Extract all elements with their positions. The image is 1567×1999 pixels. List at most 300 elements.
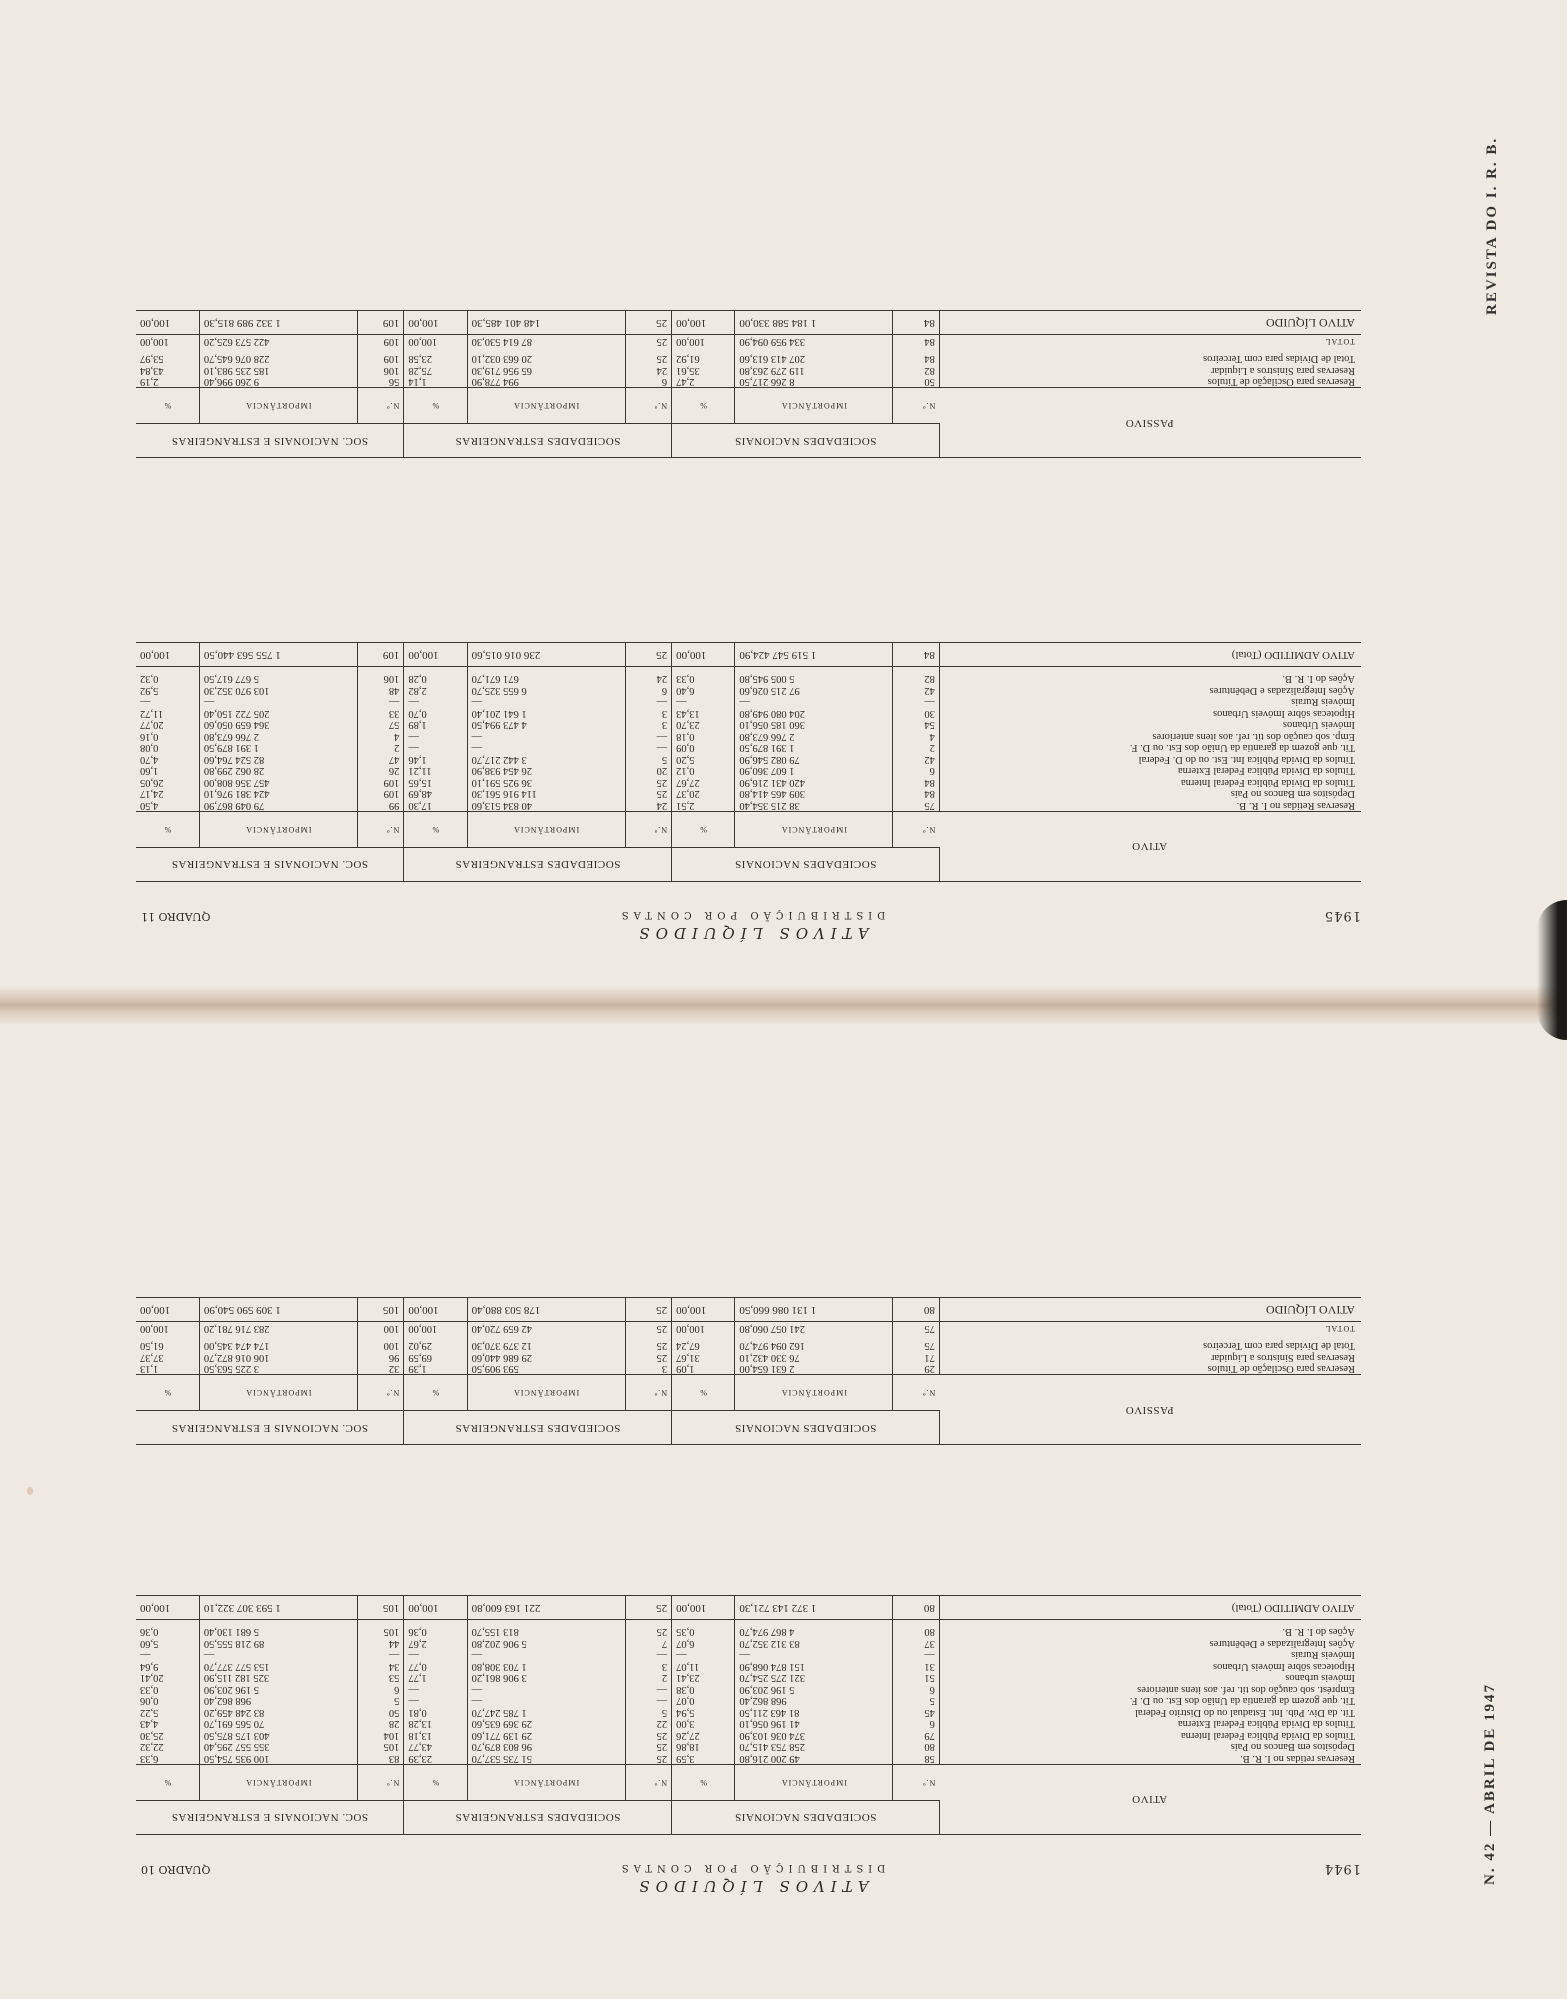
cell: 9 260 996,40 (199, 376, 357, 388)
cell: 96 803 879,70 (467, 1741, 625, 1753)
cell: — (625, 1695, 671, 1707)
cell: — (357, 696, 403, 708)
q11-title: ATIVOS LÍQUIDOS (633, 924, 869, 942)
col-pct: % (404, 388, 467, 424)
cell: 2 631 654,00 (735, 1363, 893, 1375)
col-importancia: IMPORTÂNCIA (735, 388, 893, 424)
cell: — (404, 742, 467, 754)
cell: 3 (625, 1661, 671, 1673)
q10-title: ATIVOS LÍQUIDOS (633, 1877, 869, 1895)
q10-ativo-total-row (136, 1596, 1361, 1620)
table-row (136, 742, 1361, 754)
q11-col-estrangeiras: SOCIEDADES ESTRANGEIRAS (404, 424, 672, 458)
row-label: Reservas para Oscilação de Títulos (1207, 376, 1355, 388)
cell: 424 381 976,10 (199, 788, 357, 800)
cell: 1 593 307 322,10 (199, 1596, 357, 1620)
cell: 2,19 (136, 376, 199, 388)
cell: 185 235 983,10 (199, 365, 357, 377)
row-label: Títulos da Dívida Pública Int. Est. ou do D. Federal (1138, 754, 1355, 765)
table-row (136, 1707, 1361, 1719)
cell: 28 (357, 1718, 403, 1730)
q10-quadro-label: QUADRO 10 (141, 1863, 211, 1876)
cell: — (672, 696, 735, 708)
cell: 37,37 (136, 1352, 199, 1364)
cell: — (735, 696, 893, 708)
cell: 25 (625, 1741, 671, 1753)
cell: 80 (893, 1596, 939, 1620)
cell: 24 (625, 800, 671, 812)
table-row (136, 1340, 1361, 1352)
cell: 0,06 (136, 1695, 199, 1707)
cell: 0,12 (672, 765, 735, 777)
cell: — (467, 1684, 625, 1696)
cell: 457 356 808,00 (199, 777, 357, 789)
cell: 25 (625, 777, 671, 789)
cell: 6 (893, 1718, 939, 1730)
q11-quadro-label: QUADRO 11 (141, 910, 211, 923)
cell: 1 519 547 424,90 (735, 643, 893, 667)
cell: 1 309 590 540,90 (199, 1298, 357, 1322)
cell: 82 (893, 673, 939, 685)
cell: 1,89 (404, 719, 467, 731)
cell: 4 (357, 731, 403, 743)
cell: 104 (357, 1730, 403, 1742)
row-label: Tít. da Dív. Púb. Int. Estadual ou do Distrito Federal (1134, 1707, 1355, 1718)
cell: 45 (893, 1707, 939, 1719)
col-importancia: IMPORTÂNCIA (467, 1765, 625, 1801)
cell: 42 (893, 754, 939, 766)
cell: 100 (357, 1340, 403, 1352)
cell: 25 (625, 1352, 671, 1364)
cell: 76 330 432,10 (735, 1352, 893, 1364)
cell: 57 (357, 719, 403, 731)
cell: 31 (893, 1661, 939, 1673)
col-importancia: IMPORTÂNCIA (735, 1765, 893, 1801)
table-row (136, 731, 1361, 743)
cell: — (199, 1649, 357, 1661)
cell: 20 663 032,10 (467, 353, 625, 365)
cell: — (467, 1649, 625, 1661)
cell: 100,00 (136, 335, 199, 347)
cell: 56 (357, 376, 403, 388)
cell: — (467, 731, 625, 743)
cell: 119 279 263,80 (735, 365, 893, 377)
cell: 15,65 (404, 777, 467, 789)
cell: 80 (893, 1741, 939, 1753)
total-label: ATIVO ADMITIDO (Total) (939, 643, 1361, 667)
cell: 2 (357, 742, 403, 754)
cell: 3 225 563,50 (199, 1363, 357, 1375)
cell: — (404, 1695, 467, 1707)
cell: 1,14 (404, 376, 467, 388)
col-n: N.º (893, 1375, 939, 1411)
table-row (136, 1649, 1361, 1661)
cell: 100,00 (404, 643, 467, 667)
q10-col-estrangeiras: SOCIEDADES ESTRANGEIRAS (404, 1801, 672, 1835)
cell: 106 (357, 673, 403, 685)
cell: 48,69 (404, 788, 467, 800)
cell: 968 862,40 (735, 1695, 893, 1707)
cell: 29 369 635,60 (467, 1718, 625, 1730)
q10-col-estrangeiras: SOCIEDADES ESTRANGEIRAS (404, 1411, 672, 1445)
cell: 3 906 861,20 (467, 1672, 625, 1684)
cell: 241 057 060,80 (735, 1322, 893, 1334)
cell: — (136, 1649, 199, 1661)
cell: 221 163 600,80 (467, 1596, 625, 1620)
cell: 84 (893, 311, 939, 335)
quadro-10 (136, 1065, 1361, 1895)
cell: 20 (625, 765, 671, 777)
cell: 100 (357, 1322, 403, 1334)
cell: 205 722 150,40 (199, 708, 357, 720)
cell: 1 785 247,70 (467, 1707, 625, 1719)
cell: — (136, 696, 199, 708)
q11-passivo-header: PASSIVO (939, 388, 1361, 458)
cell: 0,70 (404, 708, 467, 720)
cell: 5,60 (136, 1638, 199, 1650)
cell: 2,82 (404, 685, 467, 697)
col-importancia: IMPORTÂNCIA (735, 812, 893, 848)
row-label: Total de Dívidas para com Terceiros (1203, 1340, 1355, 1352)
total-label: ATIVO ADMITIDO (Total) (939, 1596, 1361, 1620)
cell: 153 577 377,70 (199, 1661, 357, 1673)
cell: 13,28 (404, 1718, 467, 1730)
col-pct: % (404, 1765, 467, 1801)
table-row (136, 1672, 1361, 1684)
cell: 1,46 (404, 754, 467, 766)
cell: 100,00 (404, 1596, 467, 1620)
row-label: Hipotecas sôbre Imóveis Urbanos (1212, 1661, 1355, 1672)
cell: 43,84 (136, 365, 199, 377)
cell: 25 (625, 1298, 671, 1322)
cell: 106 016 872,70 (199, 1352, 357, 1364)
cell: 6 (625, 685, 671, 697)
cell: 1 391 879,50 (199, 742, 357, 754)
cell: 5 (357, 1695, 403, 1707)
cell: 1 184 588 330,00 (735, 311, 893, 335)
col-n: N.º (357, 388, 403, 424)
row-label: Reservas para Sinistros a Liquidar (1210, 365, 1355, 376)
cell: 22 (625, 1718, 671, 1730)
cell: 5 906 202,80 (467, 1638, 625, 1650)
table-row (136, 1753, 1361, 1765)
cell: 0,36 (404, 1626, 467, 1638)
cell: 1,60 (136, 765, 199, 777)
cell: 79 (893, 1730, 939, 1742)
page-edge-shadow (1537, 900, 1567, 1040)
col-importancia: IMPORTÂNCIA (199, 1765, 357, 1801)
cell: 61,92 (672, 353, 735, 365)
q10-passivo-total-row (136, 1298, 1361, 1322)
margin-journal-title: REVISTA DO I. R. B. (1484, 136, 1500, 315)
cell: 84 (893, 643, 939, 667)
cell: 50 (357, 1707, 403, 1719)
cell: 100,00 (136, 1596, 199, 1620)
cell: 0,81 (404, 1707, 467, 1719)
cell: 25 (625, 1322, 671, 1334)
cell: 13,18 (404, 1730, 467, 1742)
cell: 71 (893, 1352, 939, 1364)
cell: 65 956 719,30 (467, 365, 625, 377)
cell: 25 (625, 335, 671, 347)
cell: 36 925 591,10 (467, 777, 625, 789)
cell: — (625, 696, 671, 708)
cell: 0,16 (136, 731, 199, 743)
cell: 24,17 (136, 788, 199, 800)
table-row (136, 1352, 1361, 1364)
cell: 84 (893, 335, 939, 347)
q11-col-ambas: SOC. NACIONAIS E ESTRANGEIRAS (136, 848, 404, 882)
row-label: Depósitos em Bancos no País (1230, 1741, 1355, 1753)
row-label: Ações Integralizadas e Debêntures (1209, 685, 1355, 696)
cell: 29,02 (404, 1340, 467, 1352)
cell: 22,32 (136, 1741, 199, 1753)
cell: 20,77 (136, 719, 199, 731)
cell: 109 (357, 311, 403, 335)
cell: 5,22 (136, 1707, 199, 1719)
col-importancia: IMPORTÂNCIA (467, 812, 625, 848)
cell: 6,07 (672, 1638, 735, 1650)
col-importancia: IMPORTÂNCIA (199, 388, 357, 424)
q10-subtitle: DISTRIBUIÇÃO POR CONTAS (616, 1862, 886, 1873)
cell: 13,43 (672, 708, 735, 720)
cell: 58 (893, 1753, 939, 1765)
cell: — (467, 1695, 625, 1707)
table-row (136, 1638, 1361, 1650)
cell: — (735, 1649, 893, 1661)
cell: 5 (893, 1695, 939, 1707)
cell: 0,08 (136, 742, 199, 754)
cell: 100,00 (404, 335, 467, 347)
cell: 0,28 (404, 673, 467, 685)
row-label: Total de Dívidas para com Terceiros (1203, 353, 1355, 365)
cell: 83 (357, 1753, 403, 1765)
cell: 4,50 (136, 800, 199, 812)
q10-col-ambas: SOC. NACIONAIS E ESTRANGEIRAS (136, 1411, 404, 1445)
margin-issue-date: N. 42 — ABRIL DE 1947 (1482, 1682, 1498, 1885)
cell: 23,41 (672, 1672, 735, 1684)
table-row (136, 800, 1361, 812)
cell: 403 175 875,50 (199, 1730, 357, 1742)
cell: 26 (357, 765, 403, 777)
cell: 100,00 (136, 643, 199, 667)
table-row (136, 777, 1361, 789)
cell: 283 716 781,20 (199, 1322, 357, 1334)
col-n: N.º (357, 1765, 403, 1801)
cell: 25 (625, 1626, 671, 1638)
col-pct: % (672, 388, 735, 424)
cell: 593 909,50 (467, 1363, 625, 1375)
q11-col-nacionais: SOCIEDADES NACIONAIS (672, 424, 940, 458)
cell: 83 312 352,70 (735, 1638, 893, 1650)
cell: 89 218 555,50 (199, 1638, 357, 1650)
q10-passivo-header: PASSIVO (939, 1375, 1361, 1445)
cell: 3 (625, 1363, 671, 1375)
cell: 84 (893, 788, 939, 800)
cell: 207 413 613,60 (735, 353, 893, 365)
cell: — (404, 731, 467, 743)
col-n: N.º (893, 1765, 939, 1801)
cell: 204 080 949,80 (735, 708, 893, 720)
row-label: Ações Integralizadas e Debêntures (1209, 1638, 1355, 1649)
cell: 420 431 216,90 (735, 777, 893, 789)
row-label: Depósitos em Bancos no País (1230, 788, 1355, 800)
col-n: N.º (625, 1375, 671, 1411)
table-row (136, 365, 1361, 377)
cell: — (893, 1649, 939, 1661)
cell: 0,35 (672, 1626, 735, 1638)
cell: 325 182 115,90 (199, 1672, 357, 1684)
cell: 53 (357, 1672, 403, 1684)
cell: 7 (625, 1638, 671, 1650)
cell: 23,58 (404, 353, 467, 365)
cell: 0,32 (136, 673, 199, 685)
cell: 0,33 (136, 1684, 199, 1696)
cell: 5 196 203,90 (199, 1684, 357, 1696)
cell: 48 (357, 685, 403, 697)
cell: 40 834 513,60 (467, 800, 625, 812)
col-n: N.º (625, 1765, 671, 1801)
cell: 1 607 360,90 (735, 765, 893, 777)
cell: 162 094 974,70 (735, 1340, 893, 1352)
cell: 26 454 938,90 (467, 765, 625, 777)
cell: 51 (893, 1672, 939, 1684)
col-pct: % (404, 812, 467, 848)
col-importancia: IMPORTÂNCIA (467, 388, 625, 424)
cell: — (404, 696, 467, 708)
cell: 9,64 (136, 1661, 199, 1673)
cell: 100,00 (404, 1322, 467, 1334)
q10-col-nacionais: SOCIEDADES NACIONAIS (672, 1801, 940, 1835)
cell: 2,67 (404, 1638, 467, 1650)
cell: 0,07 (672, 1695, 735, 1707)
cell: 37 (893, 1638, 939, 1650)
cell: 105 (357, 1626, 403, 1638)
cell: 31,67 (672, 1352, 735, 1364)
cell: 228 076 645,70 (199, 353, 357, 365)
cell: 11,21 (404, 765, 467, 777)
cell: 114 916 561,30 (467, 788, 625, 800)
cell: — (625, 1684, 671, 1696)
cell: 25 (625, 1753, 671, 1765)
table-row (136, 1684, 1361, 1696)
table-row (136, 1626, 1361, 1638)
q10-passivo-table (136, 1298, 1361, 1446)
cell: 258 753 415,70 (735, 1741, 893, 1753)
cell: 0,77 (404, 1661, 467, 1673)
cell: 968 862,40 (199, 1695, 357, 1707)
table-row (136, 1695, 1361, 1707)
cell: 1 703 308,80 (467, 1661, 625, 1673)
cell: 2 (893, 742, 939, 754)
cell: 11,72 (136, 708, 199, 720)
row-label: Títulos da Dívida Pública Federal Externa (1178, 1718, 1355, 1730)
cell: 1 372 143 721,30 (735, 1596, 893, 1620)
cell: 6 655 325,70 (467, 685, 625, 697)
cell: 100,00 (672, 311, 735, 335)
col-pct: % (672, 812, 735, 848)
cell: 42 (893, 685, 939, 697)
cell: 41 196 056,10 (735, 1718, 893, 1730)
cell: 109 (357, 353, 403, 365)
cell: 364 659 050,60 (199, 719, 357, 731)
cell: 109 (357, 335, 403, 347)
cell: 0,18 (672, 731, 735, 743)
cell: — (199, 696, 357, 708)
cell: 100,00 (672, 643, 735, 667)
cell: 50 (893, 376, 939, 388)
cell: 29 (893, 1363, 939, 1375)
q11-col-estrangeiras: SOCIEDADES ESTRANGEIRAS (404, 848, 672, 882)
cell: 23,70 (672, 719, 735, 731)
cell: 42 659 720,40 (467, 1322, 625, 1334)
cell: 61,50 (136, 1340, 199, 1352)
cell: 109 (357, 788, 403, 800)
cell: 99 (357, 800, 403, 812)
row-label: Ações do I. R. B. (1282, 1626, 1355, 1638)
row-label: Ações do I. R. B. (1282, 673, 1355, 685)
q11-ativo-header: ATIVO (939, 812, 1361, 882)
cell: 334 959 094,90 (735, 335, 893, 347)
table-row (136, 673, 1361, 685)
q11-col-nacionais: SOCIEDADES NACIONAIS (672, 848, 940, 882)
cell: — (672, 1649, 735, 1661)
cell: 1,09 (672, 1363, 735, 1375)
cell: 12 379 370,30 (467, 1340, 625, 1352)
cell: 1 755 563 440,50 (199, 643, 357, 667)
row-label: Imóveis urbanos (1285, 1672, 1355, 1684)
cell: 25 (625, 311, 671, 335)
q11-ativo-total-row (136, 643, 1361, 667)
row-label: Hipotecas sôbre Imóveis Urbanos (1212, 708, 1355, 719)
cell: 8 266 217,50 (735, 376, 893, 388)
cell: 1,39 (404, 1363, 467, 1375)
cell: 360 185 056,10 (735, 719, 893, 731)
cell: 3 (625, 708, 671, 720)
table-row (136, 685, 1361, 697)
row-label: Imóveis Rurais (1291, 696, 1355, 708)
row-label: Imóveis Urbanos (1282, 719, 1355, 731)
cell: 6 (625, 376, 671, 388)
cell: 97 215 026,60 (735, 685, 893, 697)
q11-passivo-table (136, 311, 1361, 459)
q11-col-ambas: SOC. NACIONAIS E ESTRANGEIRAS (136, 424, 404, 458)
cell: 100,00 (672, 335, 735, 347)
q10-year: 1944 (1323, 1861, 1361, 1876)
cell: 51 735 537,70 (467, 1753, 625, 1765)
col-pct: % (136, 812, 199, 848)
cell: 151 874 068,90 (735, 1661, 893, 1673)
col-pct: % (136, 1375, 199, 1411)
cell: 5 (625, 1707, 671, 1719)
row-label: Títulos da Dívida Pública Federal Interna (1180, 777, 1355, 788)
cell: 236 016 015,60 (467, 643, 625, 667)
cell: 5 (625, 754, 671, 766)
cell: 174 474 345,00 (199, 1340, 357, 1352)
cell: 1 332 989 815,30 (199, 311, 357, 335)
cell: — (625, 731, 671, 743)
cell: 100,00 (136, 1298, 199, 1322)
table-row (136, 1741, 1361, 1753)
cell: 25 (625, 1340, 671, 1352)
row-label: Imóveis Rurais (1291, 1649, 1355, 1661)
cell: 109 (357, 643, 403, 667)
table-row (136, 1718, 1361, 1730)
cell: 1 131 086 660,50 (735, 1298, 893, 1322)
cell: 5,20 (672, 754, 735, 766)
cell: — (625, 742, 671, 754)
q10-col-ambas: SOC. NACIONAIS E ESTRANGEIRAS (136, 1801, 404, 1835)
